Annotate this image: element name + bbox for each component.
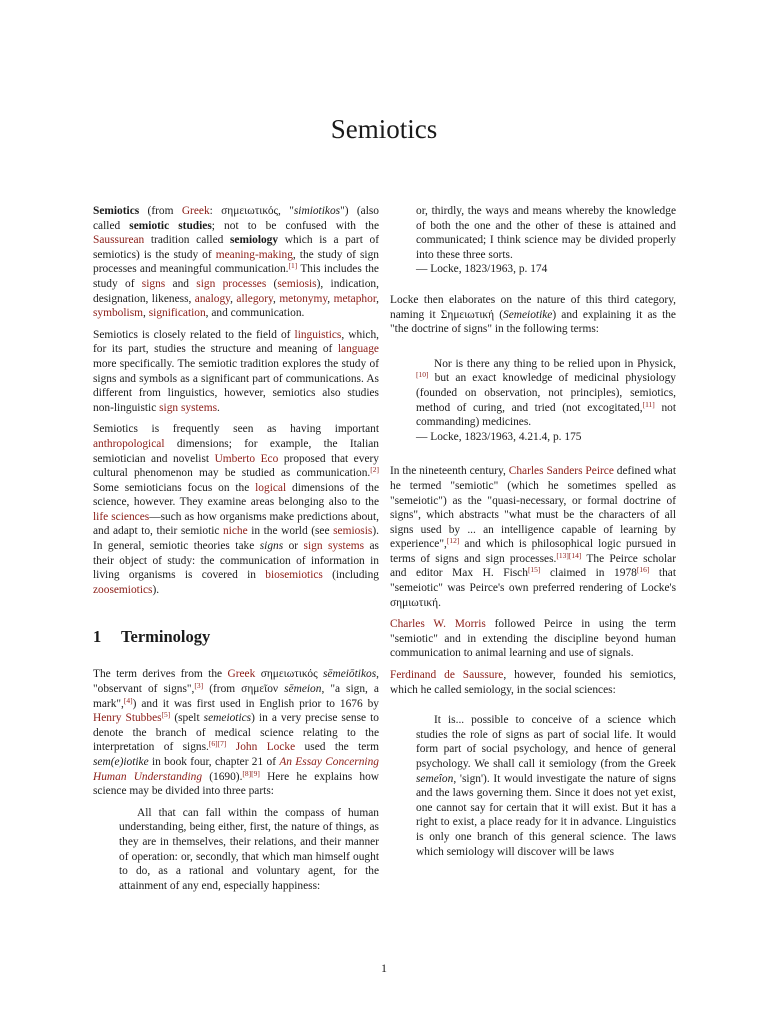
link-sign-processes[interactable]: sign processes [196,277,267,290]
citation-2[interactable]: [2] [370,465,379,475]
link-semiosis[interactable]: semiosis [277,277,317,290]
link-greek-2[interactable]: Greek [227,668,256,681]
link-greek[interactable]: Greek [181,205,210,217]
link-biosemiotics[interactable]: biosemiotics [265,569,323,582]
intro-paragraph: Semiotics (from Greek: σημειωτικός, "simiotikos") (also called semiotic studies; not to be confused with the Saussurean tradition called semiology which is a part of semiotics) is the study of meaning-making, the study of sign processes and meaningful communication.[1] This includes the study of signs and sign processes (semiosis), indication, designation, likeness, analogy, allegory, metonymy, metaphor, symbolism, signification, and communication. [93,205,380,320]
term-semiotics: Semiotics [93,205,140,217]
right-column [390,204,676,871]
link-umberto-eco[interactable]: Umberto Eco [214,452,279,465]
citation-4[interactable]: [4] [123,695,133,705]
citation-3[interactable]: [3] [194,681,204,691]
link-meaning-making[interactable]: meaning-making [215,248,293,261]
link-essay-human-understanding[interactable]: An Essay Concerning Human Understanding [93,756,379,783]
page-title: Semiotics [330,114,438,144]
link-henry-stubbes[interactable]: Henry Stubbes [93,712,162,725]
citation-6-7[interactable]: [6][7] [208,739,227,749]
linguistics-paragraph: Semiotics is closely related to the field of linguistics, which, for its part, studies the structure and meaning of language more specifically. The semiotic tradition explores the study of signs and symbols as a significant part of communications. As different from linguistics, however, semiotics also studies non-linguistic sign systems. [93,328,379,414]
link-zoosemiotics[interactable]: zoosemiotics [93,583,153,596]
terminology-paragraph: The term derives from the Greek σημειωτικός sēmeiōtikos, "observant of signs",[3] (from σημεῖον sēmeion, "a sign, a mark",[4]) and it was first used in English prior to 1676 by Henry Stubbes[5] (spelt semeiotics) in a very precise sense to denote the branch of medical science relating to the interpretation of signs.[6][7] John Locke used the term sem(e)iotike in book four, chapter 21 of An Essay Concerning Human Understanding (1690).[8][9] Here he explains how science may be divided into three parts: [93,668,380,798]
link-symbolism[interactable]: symbolism [93,307,144,320]
link-john-locke[interactable]: John Locke [235,741,296,754]
citation-13-14[interactable]: [13][14] [556,550,582,560]
quote-citation: — Locke, 1823/1963, 4.21.4, p. 175 [416,430,582,443]
link-signification[interactable]: signification [148,307,206,320]
citation-8-9[interactable]: [8][9] [242,768,260,778]
locke-quote-part2: or, thirdly, the ways and means whereby the knowledge of both the one and the other of these is attained and communicated; I think science may be divided properly into these three sorts. — Locke, 1823/1963, p. 174 [416,205,676,276]
link-life-sciences[interactable]: life sciences [93,510,150,523]
link-anthropological[interactable]: anthropological [93,437,165,450]
citation-16[interactable]: [16] [636,565,650,575]
citation-12[interactable]: [12] [446,536,460,546]
saussure-quote: It is... possible to conceive of a science which studies the role of signs as part of social life. It would form part of social psychology, and hence of general psychology. We shall call it semiology (from the Greek semeîon, 'sign'). It would investigate the nature of signs and the laws governing them. Since it does not yet exist, one cannot say for certain that it will exist. But it has a right to exist, a place ready for it in advance. Linguistics is only one branch of this general science. The laws which semiology will discover will be laws [416,714,676,858]
quote-citation: — Locke, 1823/1963, p. 174 [416,263,548,276]
link-analogy[interactable]: analogy [194,292,231,305]
link-metaphor[interactable]: metaphor [333,292,377,305]
link-metonymy[interactable]: metonymy [279,292,328,305]
link-language[interactable]: language [337,343,379,356]
link-charles-w-morris[interactable]: Charles W. Morris [390,618,486,631]
link-semiosis-2[interactable]: semiosis [333,525,373,538]
morris-paragraph: Charles W. Morris followed Peirce in using the term "semiotic" and in extending the discipline beyond human communication to animal learning and use of signals. [390,618,677,660]
citation-11[interactable]: [11] [642,399,655,409]
left-column [93,204,379,905]
link-charles-sanders-peirce[interactable]: Charles Sanders Peirce [508,465,614,478]
link-sign-systems[interactable]: sign systems [159,401,218,414]
citation-1[interactable]: [1] [288,261,298,271]
section-title: Terminology [121,627,211,647]
section-number: 1 [93,627,102,647]
section-heading-terminology [93,627,379,647]
peirce-paragraph: In the nineteenth century, Charles Sanders Peirce defined what he termed "semiotic" (which he sometimes spelled as "semeiotic") as the "quasi-necessary, or formal doctrine of signs", which abstracts "what must be the characters of all signs used by ... an intelligence capable of learning by experience",[12] and which is philosophical logic pursued in terms of signs and sign processes.[13][14] The Peirce scholar and editor Max H. Fisch[15] claimed in 1978[16] that "semeiotic" was Peirce's own preferred rendering of Locke's σημιωτική. [390,465,677,609]
link-niche[interactable]: niche [223,525,248,538]
link-logical[interactable]: logical [255,481,287,494]
locke-physick-quote: Nor is there any thing to be relied upon in Physick,[10] but an exact knowledge of medicinal physiology (founded on observation, not principles), semiotics, method of curing, and tried (not excogitated,[11] not commanding) medicines. — Locke, 1823/1963, 4.21.4, p. 175 [416,357,677,443]
link-allegory[interactable]: allegory [236,292,274,305]
link-sign-systems-2[interactable]: sign systems [303,540,365,553]
locke-quote-part1: All that can fall within the compass of human understanding, being either, first, the nature of things, as they are in themselves, their relations, and their manner of operation: or, secondly, that which man himself ought to do, as a rational and voluntary agent, for the attainment of any end, especially happiness: [119,806,379,892]
citation-5[interactable]: [5] [161,710,171,720]
link-ferdinand-de-saussure[interactable]: Ferdinand de Saussure [390,669,504,682]
anthropology-paragraph: Semiotics is frequently seen as having important anthropological dimensions; for example, the Italian semiotician and novelist Umberto Eco proposed that every cultural phenomenon may be studied as communication.[2] Some semioticians focus on the logical dimensions of the science, however. They examine areas belonging also to the life sciences—such as how organisms make predictions about, and adapt to, their semiotic niche in the world (see semiosis). In general, semiotic theories take signs or sign systems as their object of study: the communication of information in living organisms is covered in biosemiotics (including zoosemiotics). [93,423,380,596]
locke-elaboration-paragraph: Locke then elaborates on the nature of this third category, naming it Σημειωτική (Semeiotike) and explaining it as the "the doctrine of signs" in the following terms: [390,293,676,336]
page-number: 1 [381,961,387,975]
saussure-paragraph: Ferdinand de Saussure, however, founded his semiotics, which he called semiology, in the social sciences: [390,669,676,696]
citation-15[interactable]: [15] [527,565,541,575]
link-linguistics[interactable]: linguistics [294,328,342,341]
link-signs[interactable]: signs [141,277,166,290]
citation-10[interactable]: [10] [416,370,429,380]
link-saussurean[interactable]: Saussurean [93,234,145,247]
